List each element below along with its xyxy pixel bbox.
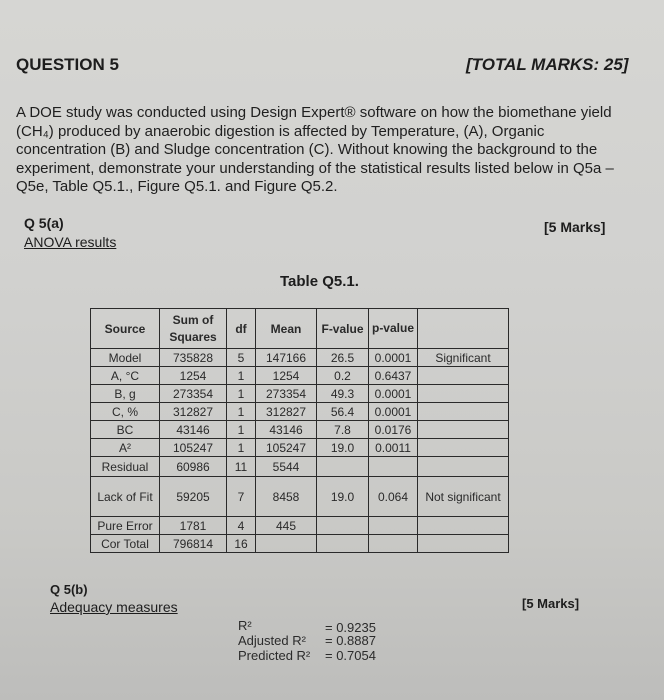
cell [418,439,509,457]
cell: 1 [227,421,256,439]
predicted-r2-label: Predicted R² [238,648,311,663]
total-marks: [TOTAL MARKS: 25] [466,55,629,74]
cell: 273354 [256,385,317,403]
cell [418,535,509,553]
cell: 59205 [160,477,227,517]
cell [369,457,418,477]
cell: 60986 [160,457,227,477]
cell [369,517,418,535]
cell: Model [91,349,160,367]
table-header-row [91,309,509,349]
table-row [91,403,509,421]
r2-value: = 0.9235 [325,620,376,635]
cell: 7 [227,477,256,517]
cell [317,457,369,477]
table-row [91,457,509,477]
table-row [91,535,509,553]
cell [418,457,509,477]
col-significance [418,309,509,349]
cell [418,517,509,535]
cell: 0.0001 [369,403,418,421]
adjusted-r2-value: = 0.8887 [325,633,376,648]
table-caption: Table Q5.1. [280,273,359,290]
q5a-topic: ANOVA results [24,234,117,250]
cell: 1 [227,403,256,421]
cell: 0.0001 [369,385,418,403]
cell: A² [91,439,160,457]
cell: 0.064 [369,477,418,517]
predicted-r2-value: = 0.7054 [325,648,376,663]
q5a-marks: [5 Marks] [544,219,606,235]
table-row [91,349,509,367]
col-source: Source [91,309,160,349]
table-row [91,367,509,385]
cell [418,421,509,439]
cell: Cor Total [91,535,160,553]
cell: 105247 [160,439,227,457]
intro-paragraph: A DOE study was conducted using Design Expert® software on how the biomethane yield (CH₄) produced by anaerobic digestion is affected by Temperature, (A), Organic concentration (B) and Sludge concentration (C). Without knowing the background to the experiment, demonstrate your understanding of the statistical results listed below in Q5a – Q5e, Table Q5.1., Figure Q5.1. and Figure Q5.2. [16,104,614,195]
cell: 312827 [256,403,317,421]
cell: 0.0001 [369,349,418,367]
cell: 1781 [160,517,227,535]
cell: 0.6437 [369,367,418,385]
anova-table [90,308,509,553]
q5b-marks: [5 Marks] [522,596,580,611]
cell: 49.3 [317,385,369,403]
cell [317,535,369,553]
cell: 0.0011 [369,439,418,457]
table-row [91,517,509,535]
cell: 735828 [160,349,227,367]
cell: 4 [227,517,256,535]
q5a-label: Q 5(a) [24,215,64,231]
cell: 8458 [256,477,317,517]
cell [418,385,509,403]
cell: 0.0176 [369,421,418,439]
cell: Lack of Fit [91,477,160,517]
cell: BC [91,421,160,439]
table-row [91,439,509,457]
cell [418,367,509,385]
cell: C, % [91,403,160,421]
cell [418,403,509,421]
cell: 43146 [160,421,227,439]
cell: 1 [227,439,256,457]
table-row [91,421,509,439]
table-row [91,477,509,517]
cell: 19.0 [317,477,369,517]
cell: 312827 [160,403,227,421]
cell: 5 [227,349,256,367]
cell: 56.4 [317,403,369,421]
col-f-value: F-value [317,309,369,349]
adjusted-r2-label: Adjusted R² [238,633,306,648]
cell: 43146 [256,421,317,439]
cell [317,517,369,535]
cell: Not significant [418,477,509,517]
cell: 0.2 [317,367,369,385]
cell: 1254 [256,367,317,385]
cell: 19.0 [317,439,369,457]
cell [369,535,418,553]
cell: Pure Error [91,517,160,535]
col-sum-of-squares: Sum of Squares [160,309,227,349]
cell: 7.8 [317,421,369,439]
cell: 796814 [160,535,227,553]
cell: 16 [227,535,256,553]
cell: 147166 [256,349,317,367]
cell: 1 [227,367,256,385]
cell [256,535,317,553]
q5b-label: Q 5(b) [50,582,88,597]
cell: 26.5 [317,349,369,367]
cell: 105247 [256,439,317,457]
cell: B, g [91,385,160,403]
question-title: QUESTION 5 [16,55,119,74]
col-p-value: p-value [369,309,418,349]
cell: 1 [227,385,256,403]
cell: 445 [256,517,317,535]
table-row [91,385,509,403]
q5b-topic: Adequacy measures [50,599,178,615]
cell: 5544 [256,457,317,477]
cell: 11 [227,457,256,477]
r2-label: R² [238,618,252,633]
cell: Residual [91,457,160,477]
cell: 273354 [160,385,227,403]
cell: A, °C [91,367,160,385]
col-mean: Mean [256,309,317,349]
cell: 1254 [160,367,227,385]
col-df: df [227,309,256,349]
cell: Significant [418,349,509,367]
